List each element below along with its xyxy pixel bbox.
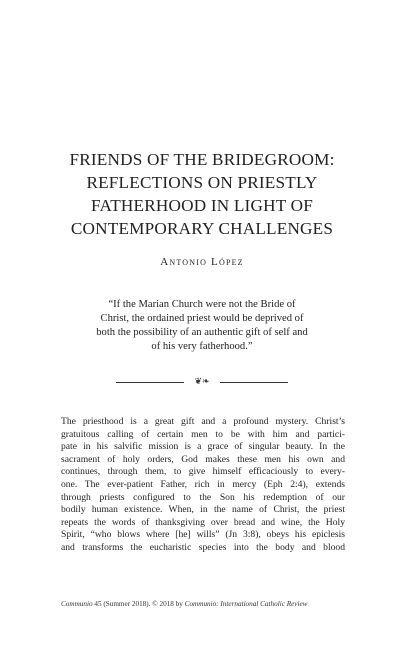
page-footer: [61, 600, 351, 609]
epigraph-quote: [72, 298, 332, 354]
publisher-name: Communio: International Catholic Review: [184, 600, 308, 608]
epigraph-line-4: of his very fatherhood.”: [151, 341, 253, 352]
author-name: Antonio López: [160, 256, 244, 268]
body-paragraph: [61, 416, 345, 555]
body-line: continues, through them, to give himself efficaciously to every-: [61, 466, 345, 478]
body-line: sacrament of holy orders, God makes these men his own and: [61, 453, 345, 465]
issue-info: 45 (Summer 2018). © 2018 by: [92, 600, 185, 608]
divider-rule-left: [116, 382, 184, 383]
epigraph-line-2: Christ, the ordained priest would be deprived of: [100, 313, 304, 324]
body-line: pate in his salvific mission is a grace of singular beauty. In the: [61, 441, 345, 453]
divider-rule-right: [220, 382, 288, 383]
epigraph-line-1: “If the Marian Church were not the Bride of: [108, 299, 296, 310]
title-line-1: FRIENDS OF THE BRIDEGROOM:: [69, 150, 335, 169]
body-line: gratuitous calling of certain men to be with him and partici-: [61, 428, 345, 440]
body-line: Spirit, “who blows where [he] wills” (Jn 3:8), obeys his epiclesis: [61, 529, 345, 541]
section-divider: [116, 376, 288, 388]
fleuron-icon: ❦❧: [194, 377, 210, 387]
body-line: through priests configured to the Son his redemption of our: [61, 491, 345, 503]
body-line: repeats the words of thanksgiving over bread and wine, the Holy: [61, 516, 345, 528]
epigraph-line-3: both the possibility of an authentic gift of self and: [96, 327, 308, 338]
body-line: The priesthood is a great gift and a profound mystery. Christ’s: [61, 416, 345, 427]
title-line-3: FATHERHOOD IN LIGHT OF: [91, 196, 313, 215]
body-line: and transforms the eucharistic species into the body and blood: [61, 541, 345, 553]
title-line-4: CONTEMPORARY CHALLENGES: [70, 219, 334, 238]
body-line: one. The ever-patient Father, rich in mercy (Eph 2:4), extends: [61, 478, 345, 490]
title-line-2: REFLECTIONS ON PRIESTLY: [86, 173, 318, 192]
body-line: bodily human existence. When, in the name of Christ, the priest: [61, 504, 345, 516]
journal-name: Communio: [61, 600, 93, 608]
article-title: [40, 148, 364, 240]
